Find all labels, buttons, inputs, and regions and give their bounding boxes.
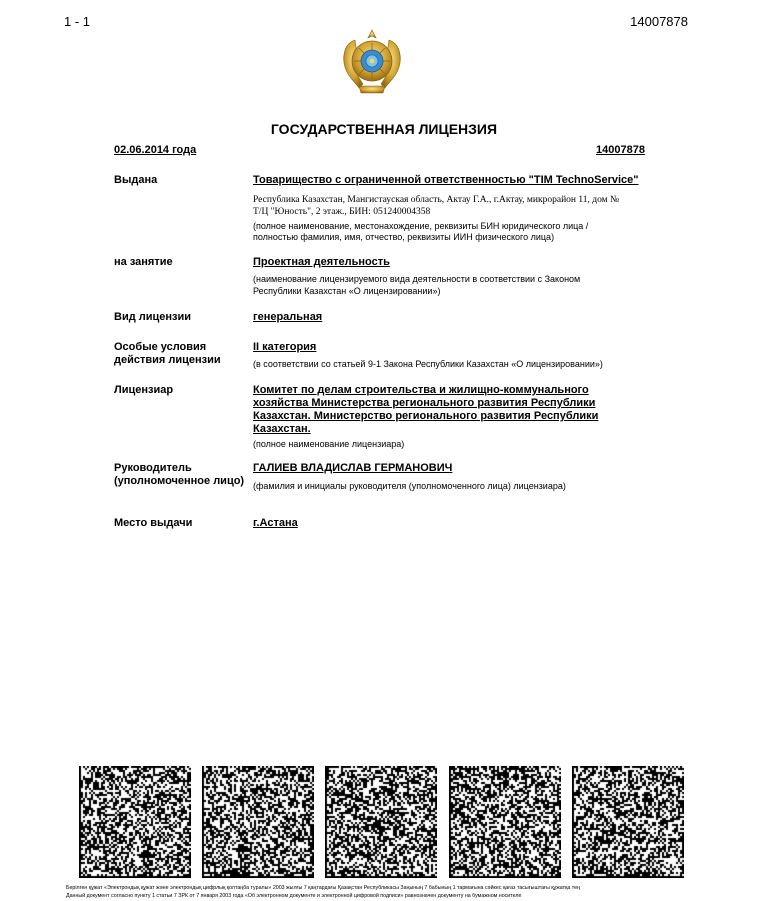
licensor-label: Лицензиар <box>114 384 174 396</box>
document-number-top: 14007878 <box>630 14 688 29</box>
license-number: 14007878 <box>596 144 645 156</box>
head-hint: (фамилия и инициалы руководителя (уполномоченного лица) лицензиара) <box>253 481 566 491</box>
barcode-2 <box>202 766 314 878</box>
licensor-value-line2: хозяйства Министерства регионального развития Республики <box>253 397 596 409</box>
head-value: ГАЛИЕВ ВЛАДИСЛАВ ГЕРМАНОВИЧ <box>253 462 453 474</box>
special-conditions-value: II категория <box>253 341 317 353</box>
special-conditions-label-line1: Особые условия <box>114 341 207 353</box>
footer-russian-note: Данный документ согласно пункту 1 статьи 7 ЗРК от 7 января 2003 года «Об электронном документе и электронной цифровой подписи» равнозначен документу на бумажном носителе <box>66 893 522 899</box>
issued-to-label: Выдана <box>114 174 158 186</box>
issue-date: 02.06.2014 года <box>114 144 197 156</box>
activity-value: Проектная деятельность <box>253 256 390 268</box>
state-emblem-icon <box>335 26 409 98</box>
place-value: г.Астана <box>253 517 298 529</box>
licensor-value-line4: Казахстан. <box>253 423 311 435</box>
issued-to-hint-line1: (полное наименование, местонахождение, реквизиты БИН юридического лица / <box>253 221 589 231</box>
activity-hint-line2: Республики Казахстан «О лицензировании») <box>253 286 441 296</box>
issued-to-address-line1: Республика Казахстан, Мангистауская область, Актау Г.А., г.Актау, микрорайон 11, дом № <box>253 195 620 205</box>
document-title: ГОСУДАРСТВЕННАЯ ЛИЦЕНЗИЯ <box>270 121 498 137</box>
issued-to-address-line2: Т/Ц "Юность", 2 этаж., БИН: 051240004358 <box>253 207 431 217</box>
license-type-label: Вид лицензии <box>114 311 192 323</box>
page-number: 1 - 1 <box>64 14 91 29</box>
footer-kazakh-note: Берілген құжат «Электрондық құжат және электрондық цифрлық қолтаңба туралы» 2003 жылғы 7 қаңтардағы Қазақстан Республикасы Заңының 7 бабының 1 тармағына сәйкес қағаз тасығыштағы құжатқа тең <box>66 885 580 891</box>
special-conditions-label-line2: действия лицензии <box>114 354 221 366</box>
activity-label: на занятие <box>114 256 173 268</box>
barcode-4 <box>449 766 561 878</box>
issued-to-value: Товарищество с ограниченной ответственностью "TIM TechnoService" <box>253 174 639 186</box>
licensor-hint: (полное наименование лицензиара) <box>253 439 405 449</box>
place-label: Место выдачи <box>114 517 193 529</box>
licensor-value-line1: Комитет по делам строительства и жилищно-коммунального <box>253 384 589 396</box>
licensor-value-line3: Казахстан. Министерство регионального развития Республики <box>253 410 599 422</box>
barcode-1 <box>79 766 191 878</box>
head-label-line1: Руководитель <box>114 462 192 474</box>
activity-hint-line1: (наименование лицензируемого вида деятельности в соответствии с Законом <box>253 274 581 284</box>
barcode-5 <box>572 766 684 878</box>
barcode-3 <box>325 766 437 878</box>
special-conditions-hint: (в соответствии со статьей 9-1 Закона Республики Казахстан «О лицензировании») <box>253 359 603 369</box>
license-type-value: генеральная <box>253 311 323 323</box>
head-label-line2: (уполномоченное лицо) <box>114 475 245 487</box>
issued-to-hint-line2: полностью фамилия, имя, отчество, реквизиты ИИН физического лица) <box>253 232 555 242</box>
